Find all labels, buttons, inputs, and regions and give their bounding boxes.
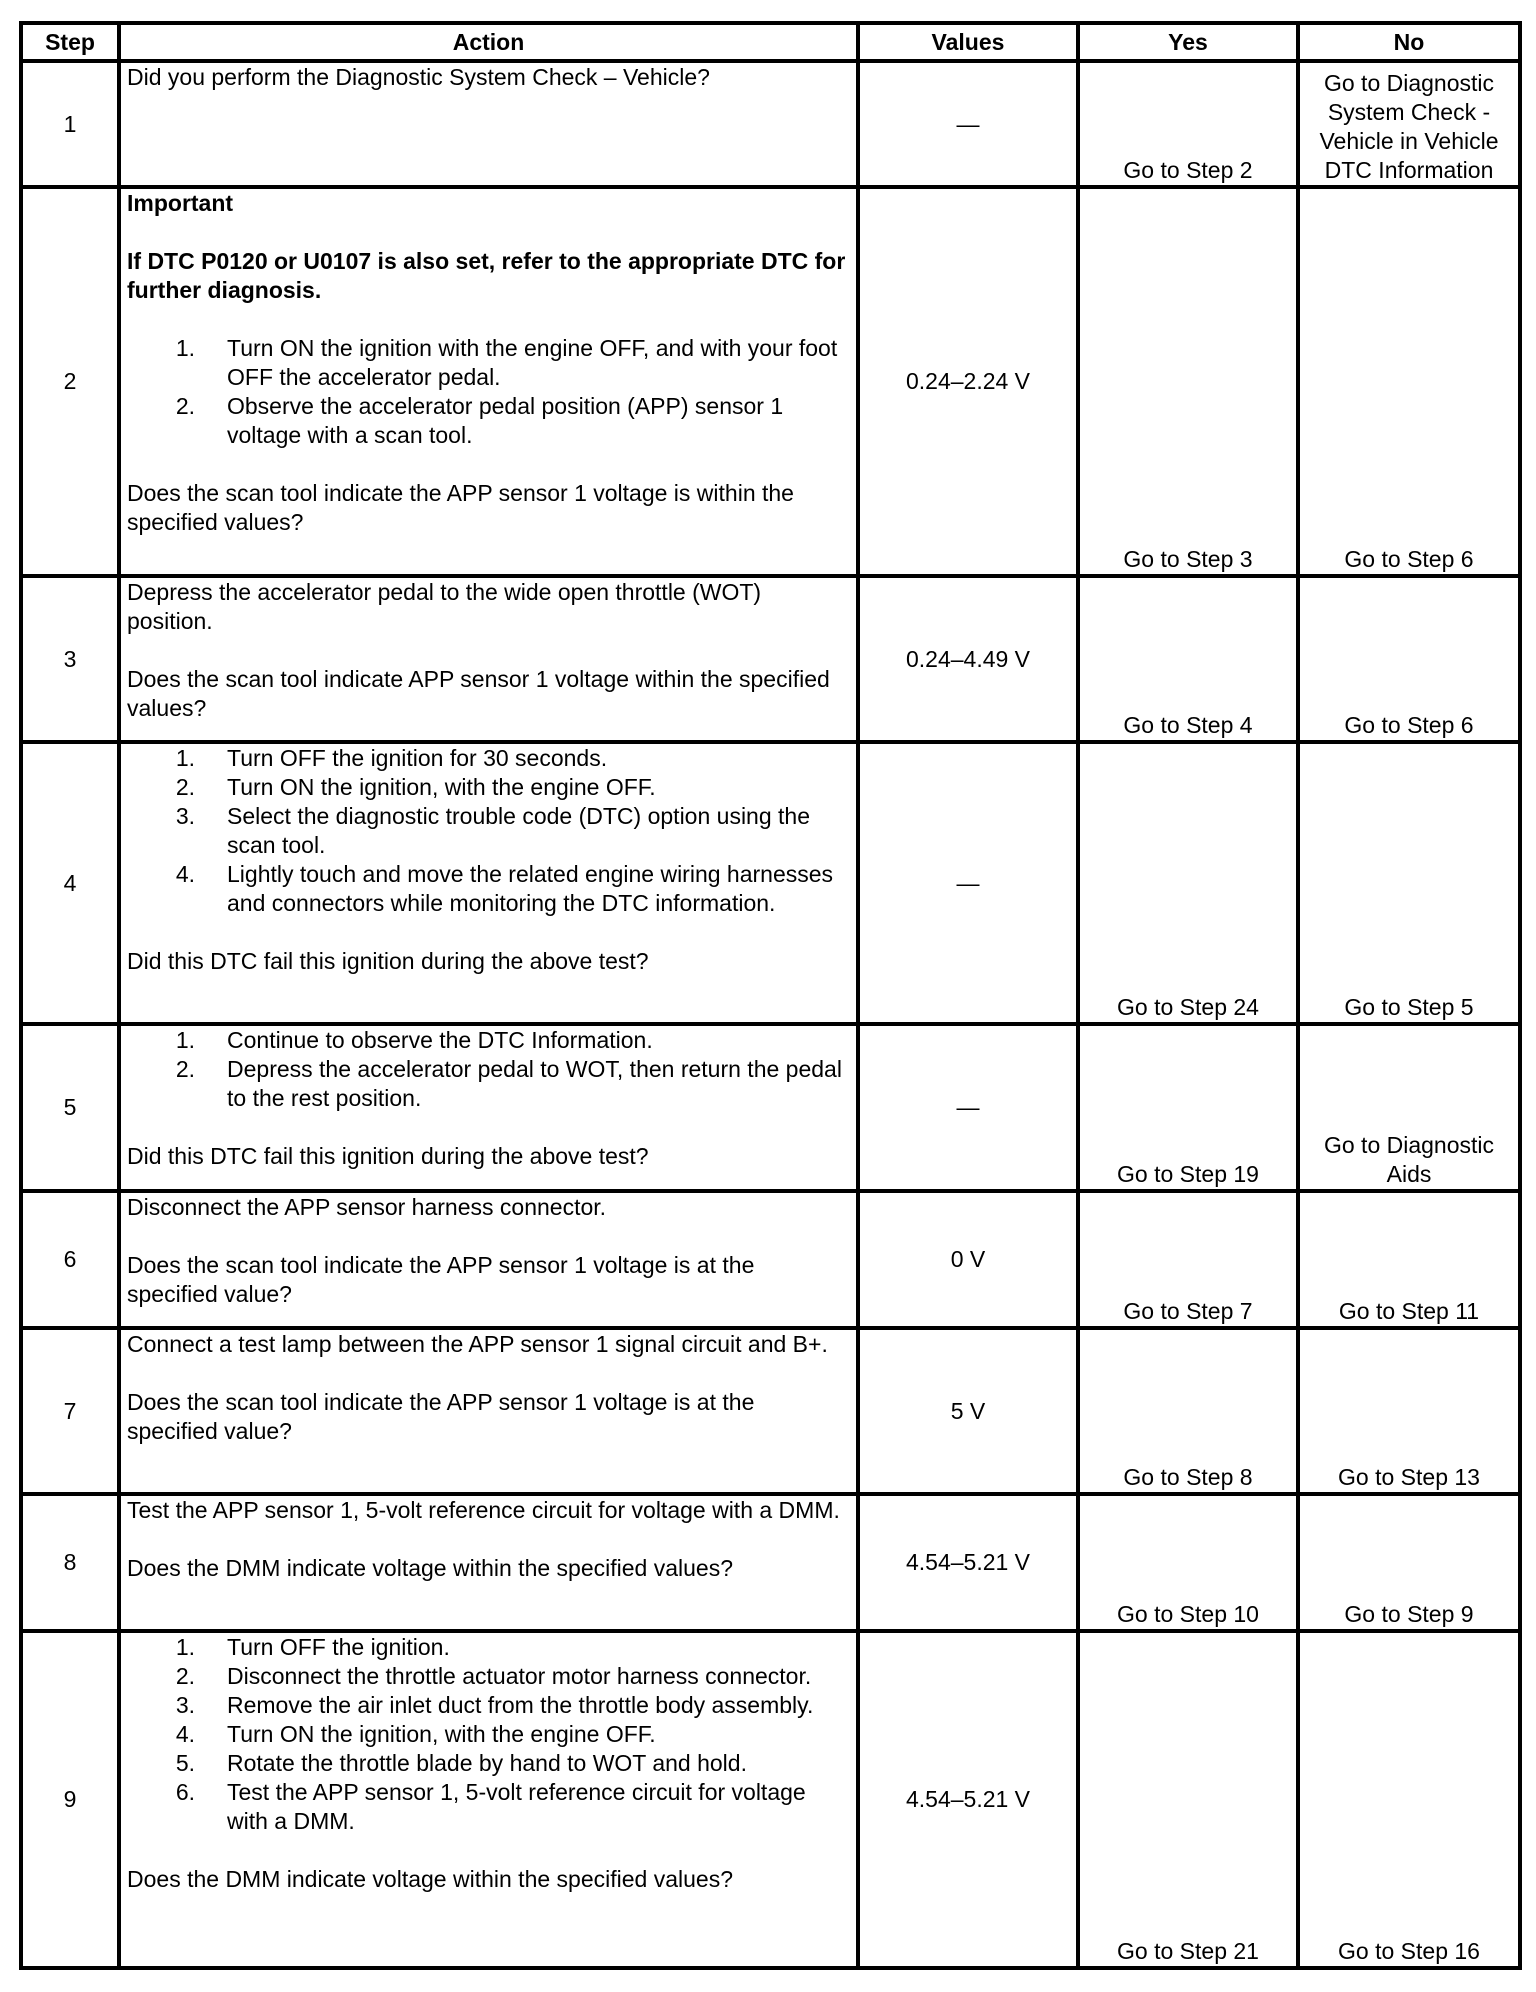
header-yes: Yes [1078, 23, 1298, 61]
instruction-list [127, 744, 850, 918]
step-number: 8 [21, 1494, 119, 1631]
action-cell [119, 187, 858, 576]
table-row [21, 187, 1520, 576]
yes-cell: Go to Step 7 [1078, 1191, 1298, 1328]
action-cell [119, 1494, 858, 1631]
no-cell: Go to Diagnostic System Check - Vehicle in Vehicle DTC Information [1298, 61, 1520, 187]
action-cell [119, 1024, 858, 1191]
table-row [21, 576, 1520, 742]
table-row [21, 742, 1520, 1024]
yes-cell: Go to Step 4 [1078, 576, 1298, 742]
step-number: 5 [21, 1024, 119, 1191]
action-question: Does the scan tool indicate the APP sensor 1 voltage is at the specified value? [127, 1389, 755, 1444]
values-cell: 0.24–4.49 V [858, 576, 1078, 742]
values-cell: 5 V [858, 1328, 1078, 1494]
instruction-list [127, 334, 850, 450]
list-item: 4. Lightly touch and move the related engine wiring harnesses and connectors while monitoring the DTC information. [175, 861, 834, 916]
diagnostic-table [19, 21, 1522, 1970]
yes-cell: Go to Step 3 [1078, 187, 1298, 576]
header-values: Values [858, 23, 1078, 61]
step-number: 6 [21, 1191, 119, 1328]
no-cell: Go to Step 13 [1298, 1328, 1520, 1494]
values-cell: 4.54–5.21 V [858, 1631, 1078, 1968]
yes-cell: Go to Step 10 [1078, 1494, 1298, 1631]
action-cell [119, 576, 858, 742]
action-question: Does the scan tool indicate the APP sensor 1 voltage is within the specified values? [127, 480, 794, 535]
list-item: 1. Turn ON the ignition with the engine OFF, and with your foot OFF the accelerator pedal. [175, 335, 838, 390]
table-row [21, 61, 1520, 187]
table-row [21, 1328, 1520, 1494]
table-row [21, 1024, 1520, 1191]
list-item: 2. Observe the accelerator pedal position (APP) sensor 1 voltage with a scan tool. [175, 393, 784, 448]
action-question: Did this DTC fail this ignition during the above test? [127, 948, 649, 974]
step-number: 9 [21, 1631, 119, 1968]
action-question: Does the DMM indicate voltage within the specified values? [127, 1866, 733, 1892]
action-intro: Connect a test lamp between the APP sensor 1 signal circuit and B+. [127, 1331, 828, 1357]
action-cell [119, 1328, 858, 1494]
table-row [21, 1494, 1520, 1631]
no-cell: Go to Step 9 [1298, 1494, 1520, 1631]
header-action: Action [119, 23, 858, 61]
list-item: 6. Test the APP sensor 1, 5-volt reference circuit for voltage with a DMM. [175, 1779, 806, 1834]
yes-cell: Go to Step 2 [1078, 61, 1298, 187]
no-cell: Go to Diagnostic Aids [1298, 1024, 1520, 1191]
list-item: 1. Continue to observe the DTC Information. [175, 1027, 653, 1053]
action-question: Does the DMM indicate voltage within the specified values? [127, 1555, 733, 1581]
action-cell [119, 1631, 858, 1968]
header-no: No [1298, 23, 1520, 61]
action-intro: Disconnect the APP sensor harness connector. [127, 1194, 607, 1220]
step-number: 3 [21, 576, 119, 742]
table-row [21, 1191, 1520, 1328]
list-item: 3. Select the diagnostic trouble code (DTC) option using the scan tool. [175, 803, 810, 858]
yes-cell: Go to Step 24 [1078, 742, 1298, 1024]
list-item: 5. Rotate the throttle blade by hand to WOT and hold. [175, 1750, 747, 1776]
no-cell: Go to Step 11 [1298, 1191, 1520, 1328]
list-item: 2. Disconnect the throttle actuator motor harness connector. [175, 1663, 812, 1689]
table-row [21, 1631, 1520, 1968]
list-item: 3. Remove the air inlet duct from the throttle body assembly. [175, 1692, 814, 1718]
no-cell: Go to Step 16 [1298, 1631, 1520, 1968]
values-cell: — [858, 61, 1078, 187]
values-cell: 0 V [858, 1191, 1078, 1328]
step-number: 7 [21, 1328, 119, 1494]
list-item: 2. Turn ON the ignition, with the engine OFF. [175, 774, 656, 800]
no-cell: Go to Step 5 [1298, 742, 1520, 1024]
list-item: 4. Turn ON the ignition, with the engine OFF. [175, 1721, 656, 1747]
no-cell: Go to Step 6 [1298, 187, 1520, 576]
values-cell: — [858, 742, 1078, 1024]
step-number: 2 [21, 187, 119, 576]
step-number: 1 [21, 61, 119, 187]
list-item: 2. Depress the accelerator pedal to WOT, then return the pedal to the rest position. [175, 1056, 842, 1111]
action-question: Did this DTC fail this ignition during the above test? [127, 1143, 649, 1169]
no-cell: Go to Step 6 [1298, 576, 1520, 742]
values-cell: — [858, 1024, 1078, 1191]
action-question: Did you perform the Diagnostic System Check – Vehicle? [127, 64, 710, 90]
header-step: Step [21, 23, 119, 61]
yes-cell: Go to Step 8 [1078, 1328, 1298, 1494]
action-cell [119, 1191, 858, 1328]
instruction-list [127, 1633, 850, 1836]
header-row [21, 23, 1520, 61]
action-question: Does the scan tool indicate APP sensor 1 voltage within the specified values? [127, 666, 830, 721]
instruction-list [127, 1026, 850, 1113]
values-cell: 4.54–5.21 V [858, 1494, 1078, 1631]
action-intro: Depress the accelerator pedal to the wide open throttle (WOT) position. [127, 579, 762, 634]
important-text: If DTC P0120 or U0107 is also set, refer to the appropriate DTC for further diagnosis. [127, 248, 846, 303]
values-cell: 0.24–2.24 V [858, 187, 1078, 576]
action-question: Does the scan tool indicate the APP sensor 1 voltage is at the specified value? [127, 1252, 755, 1307]
action-intro: Test the APP sensor 1, 5-volt reference circuit for voltage with a DMM. [127, 1497, 840, 1523]
list-item: 1. Turn OFF the ignition for 30 seconds. [175, 745, 608, 771]
action-cell [119, 742, 858, 1024]
important-title: Important [127, 190, 234, 216]
yes-cell: Go to Step 19 [1078, 1024, 1298, 1191]
action-cell [119, 61, 858, 187]
step-number: 4 [21, 742, 119, 1024]
yes-cell: Go to Step 21 [1078, 1631, 1298, 1968]
list-item: 1. Turn OFF the ignition. [175, 1634, 450, 1660]
